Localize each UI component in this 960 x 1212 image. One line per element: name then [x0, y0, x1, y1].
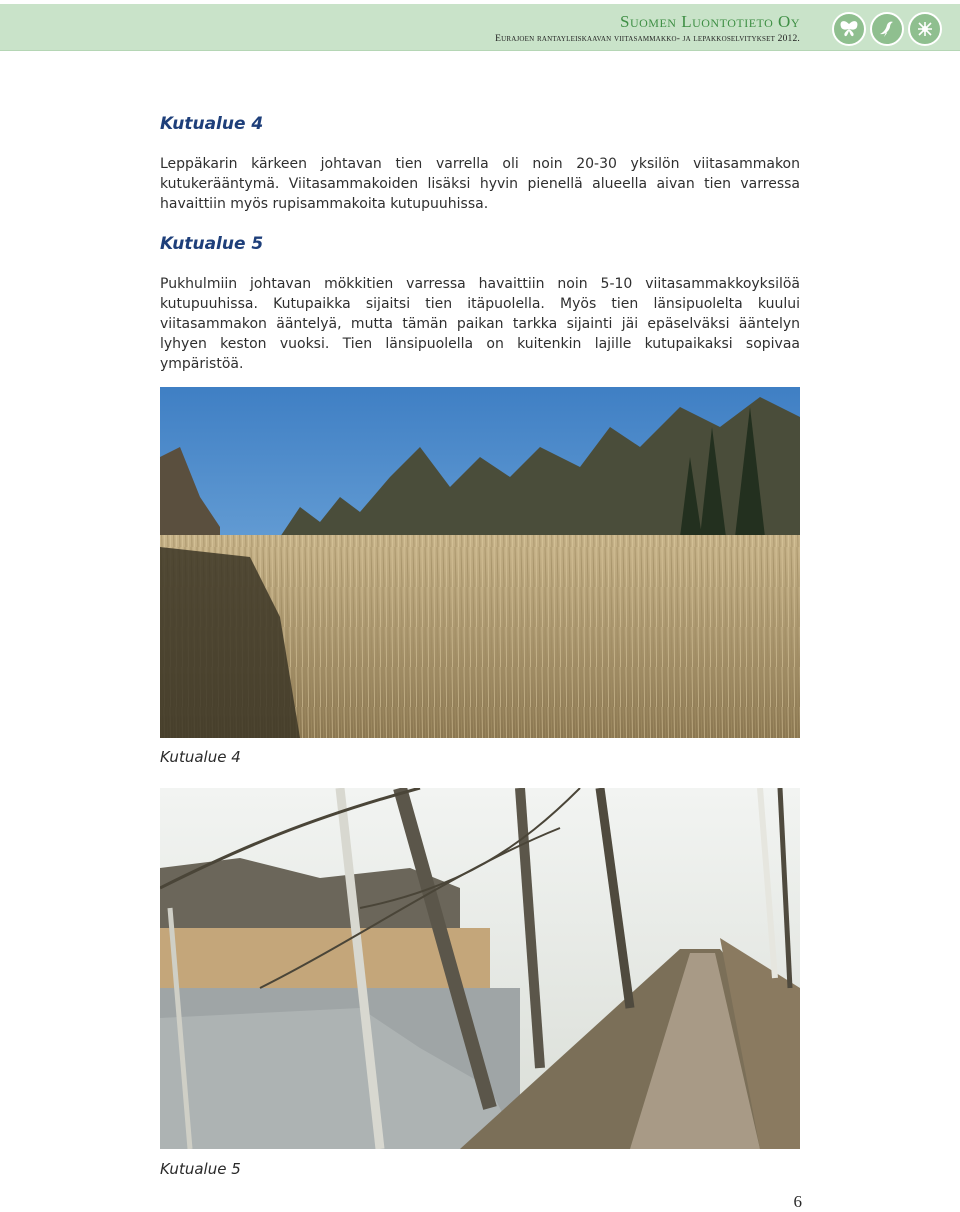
section-body: [160, 274, 800, 374]
report-subtitle: Eurajoen rantayleiskaavan viitasammakko- ja lepakkoselvitykset 2012.: [495, 34, 800, 44]
photo-reed-field: [160, 387, 800, 738]
butterfly-icon: [832, 12, 866, 46]
bird-icon: [870, 12, 904, 46]
header-band: [0, 4, 960, 51]
insect-icon: [908, 12, 942, 46]
page-number: 6: [793, 1192, 802, 1211]
section-heading: Kutualue 4: [160, 114, 264, 134]
section-kutualue-5: [160, 234, 800, 254]
figure-caption: Kutualue 4: [160, 748, 241, 766]
paragraph: Pukhulmiin johtavan mökkitien varressa havaittiin noin 5-10 viitasammakkoyksilöä kutupuuhissa. Kutupaikka sijaitsi tien itäpuolella. Myös tien länsipuolelta kuului viitasammakon ääntelyä, mutta tämän paikan tarkka sijainti jäi epäselväksi ääntelyn lyhyen keston vuoksi. Tien länsipuolella on kuitenkin lajille kutupaikaksi sopivaa ympäristöä.: [160, 276, 800, 372]
section-body: [160, 154, 800, 214]
brand-name: Suomen Luontotieto Oy: [620, 12, 800, 31]
section-heading: Kutualue 5: [160, 234, 264, 254]
photo-forest-road: [160, 788, 800, 1149]
paragraph: Leppäkarin kärkeen johtavan tien varrella oli noin 20-30 yksilön viitasammakon kutukerääntymä. Viitasammakoiden lisäksi hyvin pienellä alueella aivan tien varressa havaittiin myös rupisammakoita kutupuuhissa.: [160, 156, 800, 212]
figure-caption: Kutualue 5: [160, 1160, 241, 1178]
section-kutualue-4: [160, 114, 800, 134]
logo-group: [832, 12, 942, 46]
